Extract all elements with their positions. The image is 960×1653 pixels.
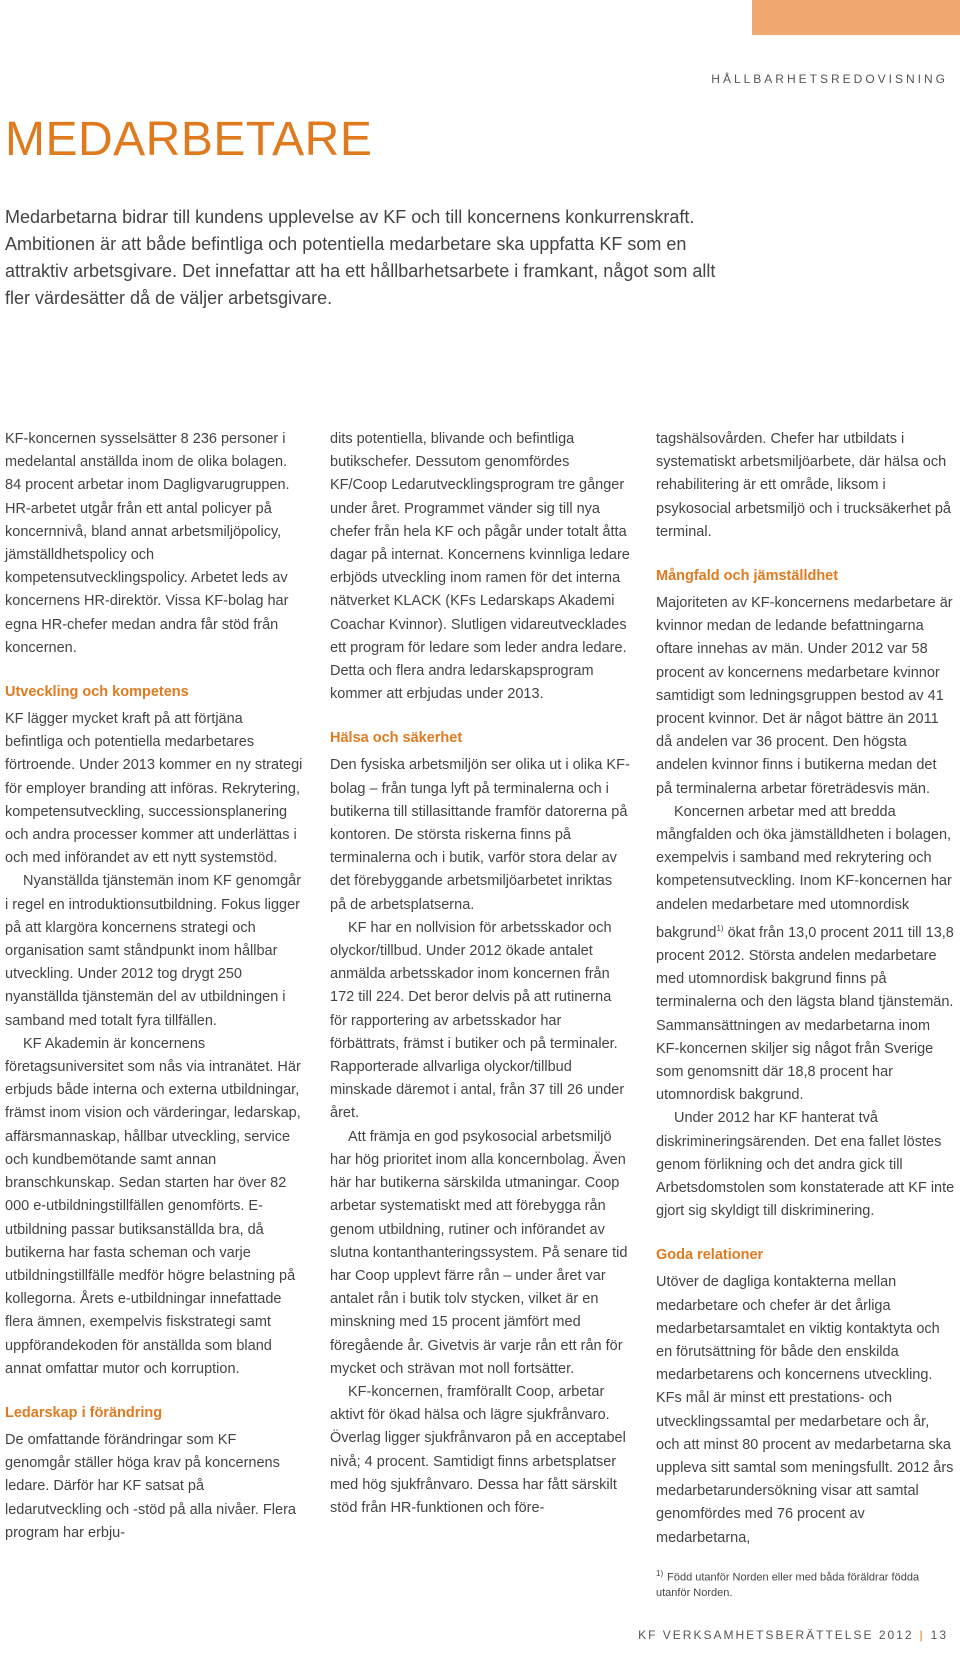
paragraph: Majoriteten av KF-koncernens medarbetare är kvinnor medan de ledande befattningarna oftare innehas av män. Under 2012 var 58 procent av koncernens medarbetare kvinnor samtidigt som ledningsgruppen bestod av 41 procent kvinnor. Det är något bättre än 2011 då andelen var 36 procent. Den högsta andelen kvinnor finns i butikerna medan det på terminalerna arbetar företrädesvis män.	[656, 595, 953, 797]
heading-utveckling-och-kompetens: Utveckling och kompetens	[5, 684, 189, 701]
paragraph: tagshälsovården. Chefer har utbildats i systematiskt arbetsmiljöarbete, där hälsa och rehabilitering är ett område, liksom i psykosocial arbetsmiljö och i trucksäkerhet på terminal.	[656, 431, 951, 540]
page-footer	[638, 1628, 948, 1642]
paragraph: KF Akademin är koncernens företagsuniversitet som nås via intranätet. Här erbjuds både interna och externa utbildningar, främst inom vision och värderingar, ledarskap, affärsmannaskap, hållbar utveckling, service och kundbemötande samt annan branschkunskap. Sedan starten har över 82 000 e-utbildningstillfällen genomförts. E-utbildning passar butiksanställda bra, då butikerna har fasta scheman och varje utbildningstillfälle medför högre belastning på kollegorna. Årets e-utbildningar innefattade flera ämnen, exempelvis fiskstrategi samt uppförandekoden för anställda som bland annat omfattar mutor och korruption.	[5, 1035, 301, 1377]
column-1	[5, 428, 303, 1545]
footnote-reference: 1)	[716, 923, 724, 933]
paragraph: KF har en nollvision för arbetsskador och olyckor/tillbud. Under 2012 ökade antalet anmälda arbetsskador inom koncernen från 172 till 224. Det beror delvis på att rutinerna för rapportering av arbetsskador har förbättrats, främst i butiker och på terminaler. Rapporterade allvarliga olyckor/tillbud minskade däremot i antal, från 37 till 26 under året.	[330, 919, 625, 1122]
heading-halsa-och-sakerhet: Hälsa och säkerhet	[330, 730, 463, 747]
paragraph-text: ökat från 13,0 procent 2011 till 13,8 procent 2012. Största andelen medarbetare med utomnordisk bakgrund finns på terminalerna och den lägsta bland tjänstemän. Sammansättningen av medarbetarna inom KF-koncernen skiljer sig något från Sverige som genomsnitt där 18,8 procent har utomnordisk bakgrund.	[656, 924, 954, 1104]
paragraph: De omfattande förändringar som KF genomgår ställer höga krav på koncernens ledare. Därför har KF satsat på ledarutveckling och -stöd på alla nivåer. Flera program har erbju-	[5, 1431, 296, 1541]
paragraph: KF-koncernen sysselsätter 8 236 personer i medelantal anställda inom de olika bolagen. 84 procent arbetar inom Dagligvarugruppen. HR-arbetet utgår från ett antal policyer på koncernnivå, bland annat arbetsmiljöpolicy, jämställdhetspolicy och kompetensutvecklingspolicy. Arbetet leds av koncernens HR-direktör. Vissa KF-bolag har egna HR-chefer medan andra får stöd från koncernen.	[5, 431, 290, 656]
page-title: MEDARBETARE	[5, 113, 373, 166]
footer-separator: |	[919, 1628, 925, 1642]
paragraph: KF lägger mycket kraft på att förtjäna befintliga och potentiella medarbetares förtroende. Under 2013 kommer en ny strategi för employer branding att införas. Rekrytering, kompetensutveckling, successionsplanering och andra processer kommer att underlättas i och med införandet av ett nytt systemstöd.	[5, 711, 303, 867]
report-name: KF VERKSAMHETSBERÄTTELSE 2012	[638, 1628, 914, 1642]
paragraph: Att främja en god psykosocial arbetsmiljö har hög prioritet inom alla koncernbolag. Även här har butikerna särskilda utmaningar. Coop arbetar systematiskt med att förebygga rån genom utbildning, rutiner och införandet av slutna kontanthanteringssystem. På senare tid har Coop upplevt färre rån – under året var antalet rån i butik tolv stycken, vilket är en minskning med 15 procent jämfört med föregående år. Givetvis är varje rån ett rån för mycket och strävan mot noll fortsätter.	[330, 1128, 628, 1377]
paragraph-text: Koncernen arbetar med att bredda mångfalden och öka jämställdheten i bolagen, exempelvis i samband med rekrytering och kompetensutveckling. Inom KF-koncernen har andelen medarbetare med utomnordisk bakgrund	[656, 803, 952, 941]
heading-goda-relationer: Goda relationer	[656, 1247, 764, 1264]
footnote-text: Född utanför Norden eller med båda föräldrar födda utanför Norden.	[656, 1571, 920, 1599]
page-number: 13	[930, 1628, 948, 1642]
paragraph: Den fysiska arbetsmiljön ser olika ut i olika KF-bolag – från tunga lyft på terminalerna och i butikerna till stillasittande framför datorerna på kontoren. De största riskerna finns på terminalerna och i butik, varför stora delar av det förebyggande arbetsmiljöarbetet inriktas på de arbetsplatserna.	[330, 757, 630, 913]
paragraph: dits potentiella, blivande och befintliga butikschefer. Dessutom genomfördes KF/Coop Ledarutvecklingsprogram tre gånger under året. Programmet vänder sig till nya chefer från hela KF och pågår under totalt åtta dagar på internat. Koncernens kvinnliga ledare erbjöds utveckling inom ramen för det interna nätverket KLACK (KFs Ledarskaps Akademi Coachar Kvinnor). Slutligen vidareutvecklades ett program för ledare som leder andra ledare. Detta och flera andra ledarskapsprogram kommer att erbjudas under 2013.	[330, 431, 630, 703]
heading-ledarskap-i-forandring: Ledarskap i förändring	[5, 1404, 163, 1421]
paragraph: KF-koncernen, framförallt Coop, arbetar aktivt för ökad hälsa och lägre sjukfrånvaro. Överlag ligger sjukfrånvaron på en acceptabel nivå; 4 procent. Samtidigt finns arbetsplatser med hög sjukfrånvaro. Dessa har fått särskilt stöd från HR-funktionen och före-	[330, 1383, 626, 1516]
footnote	[656, 1566, 956, 1601]
paragraph: Under 2012 har KF hanterat två diskrimineringsärenden. Det ena fallet löstes genom förlikning och det andra gick till Arbetsdomstolen som konstaterade att KF inte gjort sig skyldigt till diskriminering.	[656, 1110, 955, 1220]
column-3	[656, 428, 956, 1550]
heading-mangfald-och-jamstalldhet: Mångfald och jämställdhet	[656, 568, 839, 585]
orange-corner-tab	[752, 0, 960, 35]
paragraph: Utöver de dagliga kontakterna mellan medarbetare och chefer är det årliga medarbetarsamtalet en viktig kontaktyta och en förutsättning för både den enskilda medarbetarens och koncernens utveckling. KFs mål är minst ett prestations- och utvecklingssamtal per medarbetare och år, och att minst 80 procent av medarbetarna ska uppleva sitt samtal som meningsfullt. 2012 års medarbetarundersökning visar att samtal genomfördes med 76 procent av medarbetarna,	[656, 1274, 954, 1546]
column-2	[330, 428, 630, 1520]
paragraph	[656, 801, 956, 1107]
paragraph: Nyanställda tjänstemän inom KF genomgår i regel en introduktionsutbildning. Fokus ligger på att klargöra koncernens strategi och organisation samt ståndpunkt inom hållbar utveckling. Under 2012 tog drygt 250 nyanställda tjänstemän del av utbildningen i samband med totalt fyra tillfällen.	[5, 873, 302, 1029]
footnote-mark: 1)	[656, 1569, 664, 1578]
section-label: HÅLLBARHETSREDOVISNING	[711, 72, 948, 86]
intro-paragraph: Medarbetarna bidrar till kundens upplevelse av KF och till koncernens konkurrenskraft. Ambitionen är att både befintliga och potentiella medarbetare ska uppfatta KF som en attraktiv arbetsgivare. Det innefattar att ha ett hållbarhetsarbete i framkant, något som allt fler värdesätter då de väljer arbetsgivare.	[5, 207, 716, 308]
